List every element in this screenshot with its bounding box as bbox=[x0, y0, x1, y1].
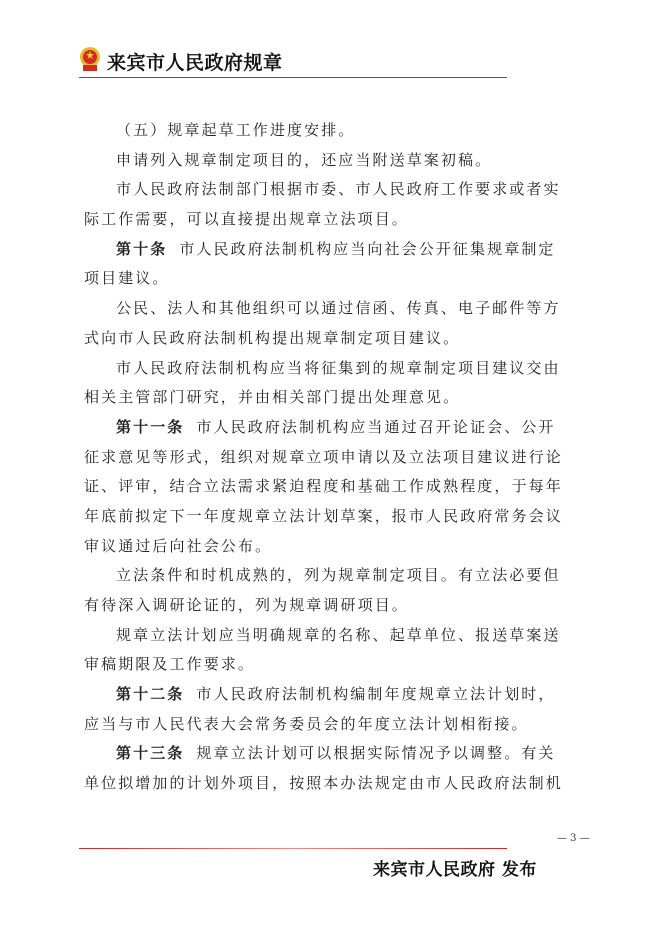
line-text: 市人民政府法制部门根据市委、市人民政府工作要求或者实 bbox=[116, 180, 561, 199]
text-line bbox=[84, 205, 584, 235]
article-heading: 第十二条 bbox=[116, 685, 185, 704]
article-heading: 第十三条 bbox=[116, 744, 185, 763]
line-text: 规章立法计划应当明确规章的名称、起草单位、报送草案送 bbox=[116, 625, 561, 644]
text-line bbox=[84, 324, 584, 354]
line-text: 市人民政府法制机构编制年度规章立法计划时， bbox=[196, 685, 556, 704]
text-line bbox=[84, 561, 584, 591]
text-line bbox=[84, 383, 584, 413]
line-text: 征求意见等形式，组织对规章立项申请以及立法项目建议进行论 bbox=[84, 447, 563, 466]
footer-publisher: 来宾市人民政府 发布 bbox=[373, 860, 537, 880]
line-text: （五）规章起草工作进度安排。 bbox=[116, 121, 356, 139]
national-emblem-icon bbox=[79, 46, 101, 72]
text-line bbox=[84, 621, 584, 651]
line-text: 有待深入调研论证的，列为规章调研项目。 bbox=[84, 596, 409, 614]
article-heading: 第十条 bbox=[116, 239, 168, 258]
text-line bbox=[84, 413, 584, 443]
line-text: 市人民政府法制机构应当向社会公开征集规章制定 bbox=[179, 239, 556, 258]
line-text: 审议通过后向社会公布。 bbox=[84, 536, 273, 555]
text-line bbox=[84, 769, 584, 799]
line-text: 年底前拟定下一年度规章立法计划草案，报市人民政府常务会议 bbox=[84, 506, 563, 525]
text-line bbox=[84, 294, 584, 324]
page-number: — 3 — bbox=[557, 833, 590, 844]
text-line bbox=[84, 264, 584, 294]
text-line bbox=[84, 710, 584, 740]
article-heading: 第十一条 bbox=[116, 417, 185, 436]
line-text: 际工作需要，可以直接提出规章立法项目。 bbox=[84, 210, 409, 229]
text-line bbox=[84, 502, 584, 532]
line-text: 式向市人民政府法制机构提出规章制定项目建议。 bbox=[84, 328, 461, 347]
line-text: 立法条件和时机成熟的，列为规章制定项目。有立法必要但 bbox=[116, 566, 561, 585]
text-line bbox=[84, 443, 584, 473]
document-body bbox=[84, 116, 584, 799]
text-line bbox=[84, 591, 584, 621]
text-line bbox=[84, 235, 584, 265]
line-text: 审稿期限及工作要求。 bbox=[84, 655, 256, 674]
line-text: 市人民政府法制机构应当通过召开论证会、公开 bbox=[196, 417, 556, 436]
text-line bbox=[84, 532, 584, 562]
text-line bbox=[84, 472, 584, 502]
text-line bbox=[84, 680, 584, 710]
footer-divider bbox=[79, 848, 507, 849]
header-title: 来宾市人民政府规章 bbox=[107, 52, 283, 74]
text-line bbox=[84, 146, 584, 176]
line-text: 公民、法人和其他组织可以通过信函、传真、电子邮件等方 bbox=[116, 299, 561, 318]
text-line bbox=[84, 650, 584, 680]
line-text: 证、评审，结合立法需求紧迫程度和基础工作成熟程度，于每年 bbox=[84, 477, 563, 496]
line-text: 单位拟增加的计划外项目，按照本办法规定由市人民政府法制机 bbox=[84, 774, 563, 793]
header-divider bbox=[79, 77, 507, 78]
text-line bbox=[84, 116, 584, 146]
line-text: 申请列入规章制定项目的，还应当附送草案初稿。 bbox=[116, 150, 493, 169]
text-line bbox=[84, 354, 584, 384]
text-line bbox=[84, 175, 584, 205]
line-text: 项目建议。 bbox=[84, 269, 170, 288]
text-line bbox=[84, 739, 584, 769]
line-text: 市人民政府法制机构应当将征集到的规章制定项目建议交由 bbox=[116, 358, 561, 377]
line-text: 相关主管部门研究，并由相关部门提出处理意见。 bbox=[84, 388, 461, 407]
line-text: 规章立法计划可以根据实际情况予以调整。有关 bbox=[196, 744, 556, 763]
line-text: 应当与市人民代表大会常务委员会的年度立法计划相衔接。 bbox=[84, 714, 529, 733]
